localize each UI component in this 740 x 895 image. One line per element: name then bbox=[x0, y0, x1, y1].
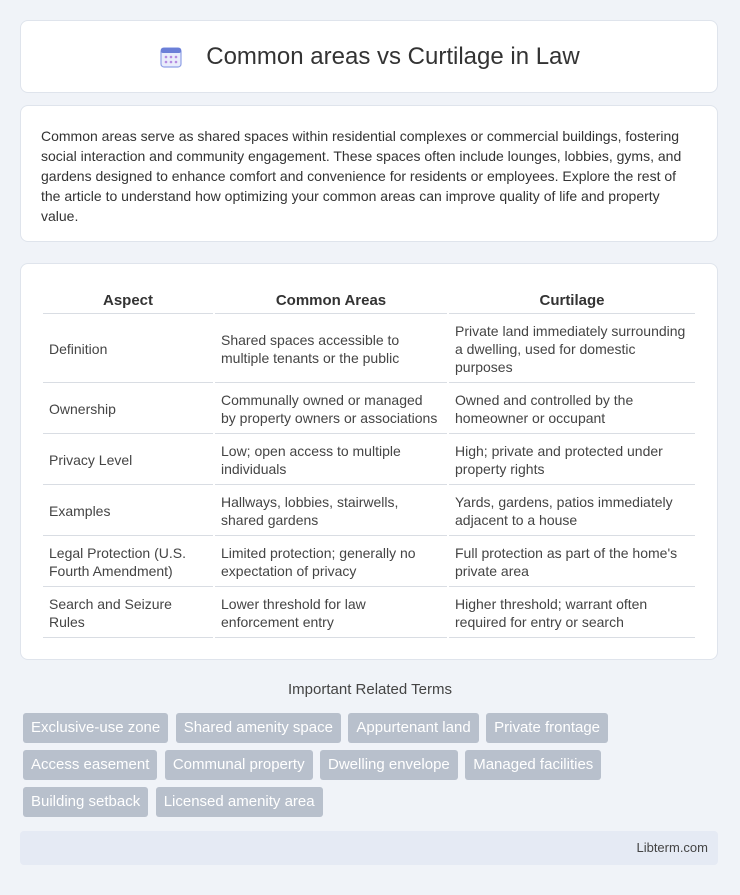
related-term-tag[interactable]: Dwelling envelope bbox=[320, 750, 458, 780]
table-cell: Communally owned or managed by property owners or associations bbox=[215, 385, 447, 434]
comparison-table-card bbox=[20, 263, 718, 660]
table-cell: High; private and protected under property rights bbox=[449, 436, 695, 485]
related-term-tag[interactable]: Private frontage bbox=[486, 713, 608, 743]
table-cell: Low; open access to multiple individuals bbox=[215, 436, 447, 485]
related-term-tag[interactable]: Exclusive-use zone bbox=[23, 713, 168, 743]
table-cell: Private land immediately surrounding a dwelling, used for domestic purposes bbox=[449, 316, 695, 383]
table-cell: Ownership bbox=[43, 385, 213, 434]
header-common-areas: Common Areas bbox=[215, 286, 447, 314]
table-cell: Shared spaces accessible to multiple tenants or the public bbox=[215, 316, 447, 383]
table-cell: Owned and controlled by the homeowner or occupant bbox=[449, 385, 695, 434]
intro-card bbox=[20, 105, 718, 242]
intro-paragraph: Common areas serve as shared spaces within residential complexes or commercial buildings, fostering social interaction and community engagement. These spaces often include lounges, lobbies, gyms, and gardens designed to enhance comfort and convenience for residents or employees. Explore the rest of the article to understand how optimizing your common areas can improve quality of life and property value. bbox=[41, 128, 682, 224]
table-row bbox=[43, 316, 695, 383]
table-cell: Full protection as part of the home's private area bbox=[449, 538, 695, 587]
related-terms-title: Important Related Terms bbox=[288, 681, 452, 698]
table-cell: Hallways, lobbies, stairwells, shared gardens bbox=[215, 487, 447, 536]
footer-site-link[interactable]: Libterm.com bbox=[636, 840, 708, 855]
related-term-tag[interactable]: Appurtenant land bbox=[348, 713, 478, 743]
header-aspect: Aspect bbox=[43, 286, 213, 314]
table-row bbox=[43, 487, 695, 536]
table-cell: Definition bbox=[43, 316, 213, 383]
related-term-tag[interactable]: Shared amenity space bbox=[176, 713, 341, 743]
table-cell: Search and Seizure Rules bbox=[43, 589, 213, 638]
table-cell: Lower threshold for law enforcement entry bbox=[215, 589, 447, 638]
related-term-tag[interactable]: Communal property bbox=[165, 750, 313, 780]
related-term-tag[interactable]: Building setback bbox=[23, 787, 148, 817]
calendar-icon bbox=[158, 44, 184, 70]
table-row bbox=[43, 436, 695, 485]
table-cell: Examples bbox=[43, 487, 213, 536]
title-card bbox=[20, 20, 718, 93]
page-title: Common areas vs Curtilage in Law bbox=[206, 42, 580, 70]
related-term-tag[interactable]: Managed facilities bbox=[465, 750, 601, 780]
table-cell: Legal Protection (U.S. Fourth Amendment) bbox=[43, 538, 213, 587]
table-cell: Higher threshold; warrant often required for entry or search bbox=[449, 589, 695, 638]
table-row bbox=[43, 385, 695, 434]
comparison-table bbox=[41, 284, 697, 640]
related-terms-list bbox=[23, 713, 723, 824]
table-cell: Privacy Level bbox=[43, 436, 213, 485]
table-row bbox=[43, 589, 695, 638]
header-curtilage: Curtilage bbox=[449, 286, 695, 314]
related-term-tag[interactable]: Access easement bbox=[23, 750, 157, 780]
related-term-tag[interactable]: Licensed amenity area bbox=[156, 787, 323, 817]
table-header-row bbox=[43, 286, 695, 314]
table-cell: Limited protection; generally no expectation of privacy bbox=[215, 538, 447, 587]
table-row bbox=[43, 538, 695, 587]
footer bbox=[20, 831, 718, 865]
table-cell: Yards, gardens, patios immediately adjacent to a house bbox=[449, 487, 695, 536]
